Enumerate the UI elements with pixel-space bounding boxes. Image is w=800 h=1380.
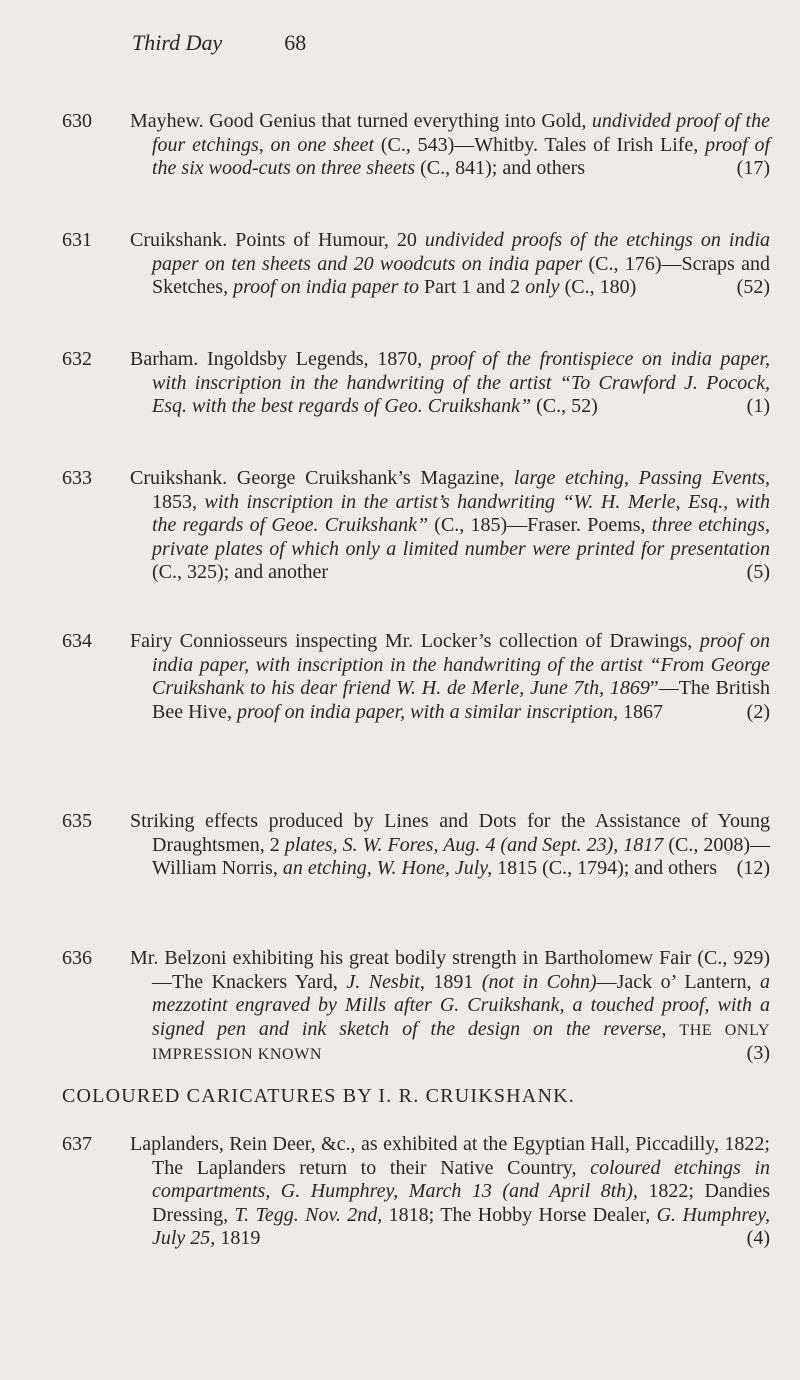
lot-text-italic: J. Nesbit, <box>346 970 425 993</box>
lot-entry-633 <box>62 467 770 585</box>
lot-text: Fairy Conniosseurs inspecting Mr. Locker’s collection of Drawings, <box>130 630 693 652</box>
lot-text: Mr. Belzoni exhibiting his great bodily strength in Bartholomew Fair (C., 929)—The Knackers Yard, <box>130 947 770 993</box>
lot-text: 1853, <box>152 490 197 513</box>
lot-number: 631 <box>62 229 92 251</box>
lot-count: (2) <box>746 700 770 723</box>
lot-text: 1891 <box>433 970 474 993</box>
lot-description <box>130 630 770 724</box>
lot-text-italic: proof on india paper, with inscription in the handwriting of the artist “From George Cruikshank to his dear friend W. H. de Merle, June 7th, 1869 <box>152 630 770 699</box>
lot-number: 634 <box>62 630 92 652</box>
lot-text-italic: a mezzotint engraved by Mills after G. Cruikshank, a touched proof, with a signed pen and ink sketch of the design on the reverse, <box>152 970 771 1040</box>
lot-text: Mayhew. Good Genius that turned everything into Gold, <box>130 110 587 132</box>
lot-text: ”—The British Bee Hive, <box>152 677 770 723</box>
lot-text-italic: large etching, Passing Events, <box>513 467 771 489</box>
lot-description <box>130 110 770 181</box>
lot-text: (C., 180) <box>564 276 637 298</box>
lot-description <box>130 1133 770 1251</box>
lot-text-italic: with inscription in the artist’s handwriting “W. H. Merle, Esq., with the regards of Geoe. Cruikshank” <box>152 490 771 536</box>
lot-text: Part 1 and 2 <box>424 276 521 298</box>
lot-description <box>130 229 770 300</box>
running-head <box>132 30 306 56</box>
lot-text: (C., 52) <box>536 395 598 417</box>
lot-text: 1818; The Hobby Horse Dealer, <box>388 1203 651 1226</box>
lot-text-italic: proof of the six wood-cuts on three sheets <box>152 133 770 179</box>
lot-text: Cruikshank. Points of Humour, 20 <box>130 229 417 251</box>
lot-count: (3) <box>746 1042 770 1064</box>
lot-count: (5) <box>746 561 770 583</box>
lot-number: 637 <box>62 1133 92 1155</box>
lot-text: 1822; Dandies Dressing, <box>152 1180 770 1226</box>
lot-text: 1867 <box>622 700 663 723</box>
lot-text-italic: proof on india paper to <box>233 276 420 298</box>
lot-entry-637 <box>62 1133 770 1251</box>
lot-text: Laplanders, Rein Deer, &c., as exhibited at the Egyptian Hall, Piccadilly, 1822; The Laplanders return to their Native Country, <box>130 1133 770 1179</box>
running-head-title: Third Day <box>132 30 223 55</box>
lot-entry-631 <box>62 229 770 300</box>
lot-number: 636 <box>62 947 92 969</box>
lot-text-italic: three etchings, private plates of which only a limited number were printed for presentation <box>152 514 770 560</box>
lot-text: Cruikshank. George Cruikshank’s Magazine, <box>130 467 505 489</box>
lot-entry-636 <box>62 947 770 1067</box>
lot-description <box>130 467 770 585</box>
lot-entry-632 <box>62 348 770 419</box>
lot-count: (17) <box>736 157 770 179</box>
lot-text-italic: (not in Cohn) <box>481 970 597 993</box>
lot-text: Striking effects produced by Lines and Dots for the Assistance of Young Draughtsmen, 2 <box>130 810 770 856</box>
lot-number: 630 <box>62 110 92 132</box>
lot-number: 632 <box>62 348 92 370</box>
lot-text: Barham. Ingoldsby Legends, 1870, <box>130 348 423 370</box>
lot-count: (4) <box>746 1227 770 1249</box>
lot-text: 1815 (C., 1794); and others <box>497 857 718 879</box>
lot-description <box>130 810 770 881</box>
lot-text-italic: undivided proofs of the etchings on india paper on ten sheets and 20 woodcuts on india paper <box>152 229 770 275</box>
lot-text-italic: plates, S. W. Fores, Aug. 4 (and Sept. 23), 1817 <box>284 833 664 856</box>
lot-text-italic: G. Humphrey, July 25, <box>152 1203 771 1249</box>
lot-number: 635 <box>62 810 92 832</box>
lot-text-italic: only <box>525 276 560 298</box>
section-heading: COLOURED CARICATURES BY I. R. CRUIKSHANK. <box>62 1085 575 1107</box>
lot-text: (C., 543)—Whitby. Tales of Irish Life, <box>380 133 699 156</box>
lot-count: (52) <box>736 276 770 298</box>
lot-count: (12) <box>736 857 770 879</box>
lot-description <box>130 947 770 1067</box>
lot-text-italic: an etching, W. Hone, July, <box>282 857 493 879</box>
lot-text: (C., 176)—Scraps and Sketches, <box>152 252 770 298</box>
lot-text-italic: T. Tegg. Nov. 2nd, <box>234 1203 383 1226</box>
lot-text-caps: THE ONLY IMPRESSION KNOWN <box>152 1021 770 1063</box>
lot-text: (C., 325); and another <box>152 561 329 583</box>
lot-entry-630 <box>62 110 770 181</box>
lot-entry-634 <box>62 630 770 724</box>
lot-text-italic: proof of the frontispiece on india paper, with inscription in the handwriting of the artist “To Crawford J. Pocock, Esq. with the best regards of Geo. Cruikshank” <box>152 348 771 417</box>
lot-text: (C., 185)—Fraser. Poems, <box>434 514 646 536</box>
lot-text: 1819 <box>220 1227 261 1249</box>
lot-number: 633 <box>62 467 92 489</box>
lot-text-italic: coloured etchings in compartments, G. Humphrey, March 13 (and April 8th), <box>152 1156 771 1202</box>
lot-text-italic: undivided proof of the four etchings, on one sheet <box>152 110 770 156</box>
lot-description <box>130 348 770 419</box>
lot-text: (C., 2008)—William Norris, <box>152 833 771 879</box>
lot-text: (C., 841); and others <box>420 157 586 179</box>
lot-text: —Jack o’ Lantern, <box>596 970 752 993</box>
lot-text-italic: proof on india paper, with a similar inscription, <box>236 700 618 723</box>
page-number: 68 <box>284 30 307 55</box>
lot-entry-635 <box>62 810 770 881</box>
lot-count: (1) <box>746 395 770 417</box>
